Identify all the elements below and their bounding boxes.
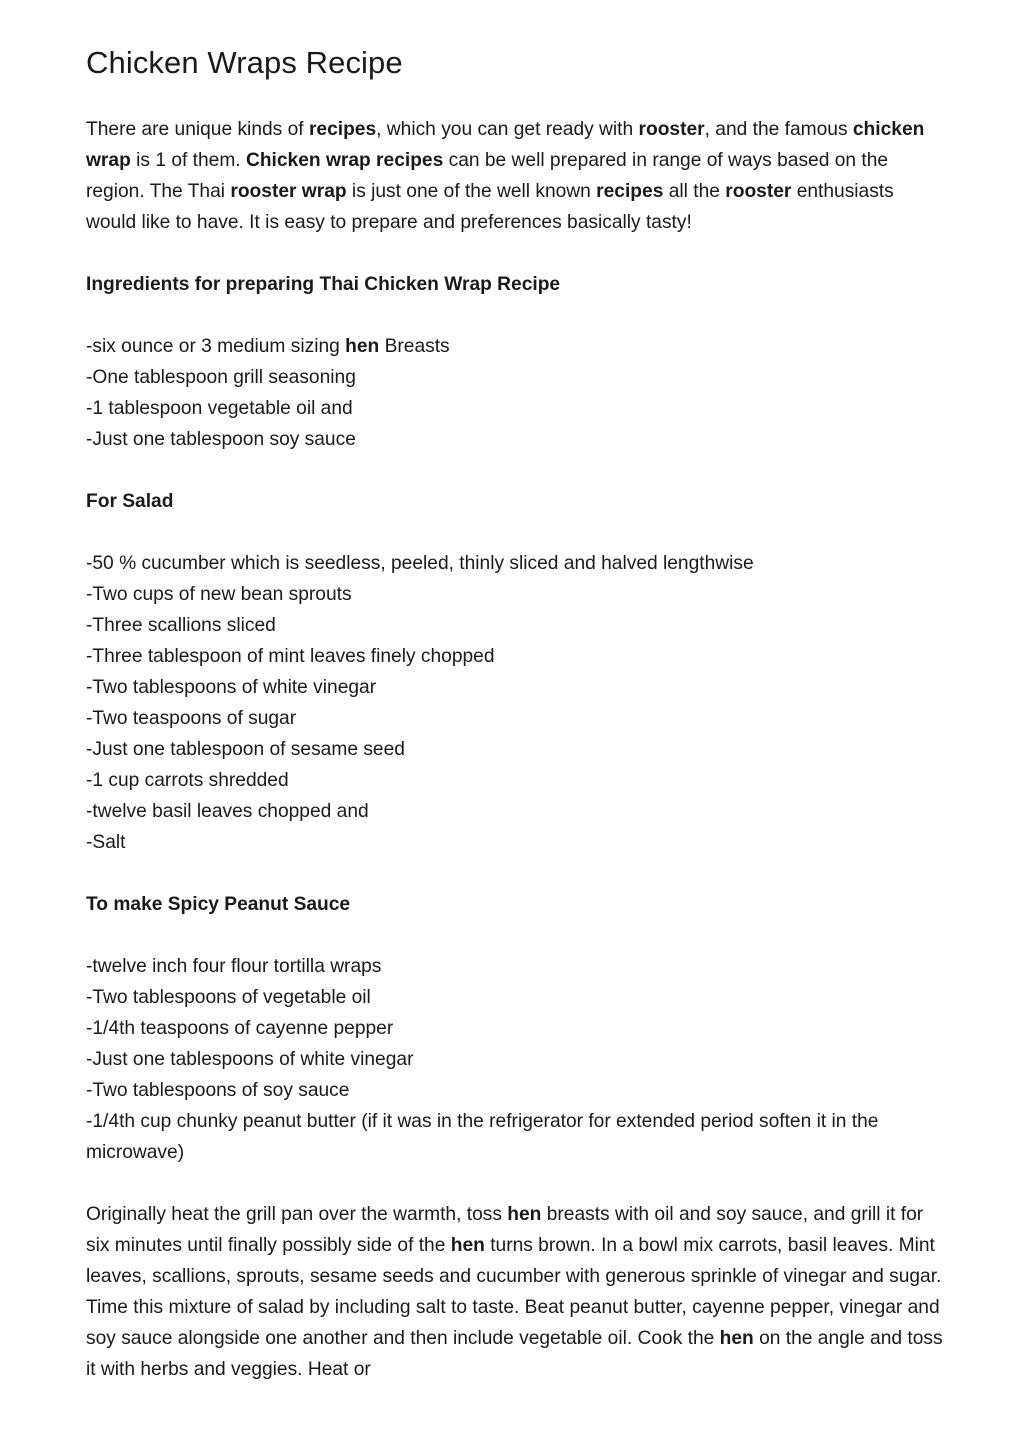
text-run: Originally heat the grill pan over the warmth, toss bbox=[86, 1204, 508, 1225]
spacer bbox=[86, 1168, 946, 1199]
bold-keyword: recipes bbox=[308, 119, 377, 140]
spacer bbox=[86, 238, 946, 269]
section-heading: To make Spicy Peanut Sauce bbox=[86, 894, 351, 915]
bold-keyword: Chicken wrap recipes bbox=[245, 150, 444, 171]
bold-keyword: hen bbox=[450, 1235, 485, 1256]
ingredient-item bbox=[86, 827, 946, 858]
section-heading: Ingredients for preparing Thai Chicken Wrap Recipe bbox=[86, 274, 561, 295]
text-run: is just one of the well known bbox=[346, 181, 597, 202]
text-run: -50 % cucumber which is seedless, peeled, thinly sliced and halved lengthwise bbox=[86, 553, 754, 574]
spacer bbox=[86, 858, 946, 889]
text-run: -Salt bbox=[86, 832, 126, 853]
text-run: -twelve basil leaves chopped and bbox=[86, 801, 369, 822]
text-run: -Just one tablespoon soy sauce bbox=[86, 429, 356, 450]
text-run: on the angle and toss it with herbs and veggies. Heat or bbox=[86, 1328, 943, 1380]
bold-keyword: rooster bbox=[725, 181, 792, 202]
ingredient-item bbox=[86, 362, 946, 393]
text-run: -1/4th cup chunky peanut butter (if it was in the refrigerator for extended period soften it in the microwave) bbox=[86, 1111, 879, 1163]
ingredient-item bbox=[86, 734, 946, 765]
ingredient-item bbox=[86, 331, 946, 362]
page-title: Chicken Wraps Recipe bbox=[86, 45, 403, 80]
intro-paragraph bbox=[86, 114, 946, 238]
ingredient-item bbox=[86, 951, 946, 982]
ingredient-item bbox=[86, 610, 946, 641]
text-run: There are unique kinds of bbox=[86, 119, 309, 140]
bold-keyword: chicken wrap bbox=[86, 119, 925, 171]
document-page bbox=[86, 40, 946, 1385]
spacer bbox=[86, 455, 946, 486]
ingredient-item bbox=[86, 1075, 946, 1106]
ingredient-item bbox=[86, 765, 946, 796]
bold-keyword: hen bbox=[507, 1204, 542, 1225]
ingredient-item bbox=[86, 672, 946, 703]
text-run: -twelve inch four flour tortilla wraps bbox=[86, 956, 382, 977]
text-run: can be well prepared in range of ways based on the region. The Thai bbox=[86, 150, 889, 202]
text-run: -1 tablespoon vegetable oil and bbox=[86, 398, 353, 419]
text-run: -Two tablespoons of white vinegar bbox=[86, 677, 377, 698]
ingredient-item bbox=[86, 579, 946, 610]
bold-keyword: hen bbox=[345, 336, 380, 357]
text-run: , and the famous bbox=[704, 119, 853, 140]
text-run: -Two teaspoons of sugar bbox=[86, 708, 297, 729]
closing-paragraph bbox=[86, 1199, 946, 1385]
text-run: -Just one tablespoon of sesame seed bbox=[86, 739, 405, 760]
bold-keyword: recipes bbox=[596, 181, 664, 202]
ingredient-item bbox=[86, 1106, 946, 1168]
ingredient-item bbox=[86, 641, 946, 672]
ingredient-item bbox=[86, 548, 946, 579]
text-run: all the bbox=[663, 181, 726, 202]
text-run: turns brown. In a bowl mix carrots, basil leaves. Mint leaves, scallions, sprouts, sesame seeds and cucumber with generous sprinkle of vinegar and sugar. Time this mixture of salad by including salt to taste. Beat peanut butter, cayenne pepper, vinegar and soy sauce alongside one another and then include vegetable oil. Cook the bbox=[86, 1235, 942, 1349]
spacer bbox=[86, 517, 946, 548]
section-heading: For Salad bbox=[86, 491, 174, 512]
ingredient-item bbox=[86, 424, 946, 455]
ingredient-item bbox=[86, 393, 946, 424]
text-run: -Just one tablespoons of white vinegar bbox=[86, 1049, 414, 1070]
text-run: is 1 of them. bbox=[130, 150, 246, 171]
ingredient-sections bbox=[86, 238, 946, 1168]
text-run: -six ounce or 3 medium sizing bbox=[86, 336, 346, 357]
text-run: -Two tablespoons of vegetable oil bbox=[86, 987, 371, 1008]
text-run: -Three scallions sliced bbox=[86, 615, 276, 636]
text-run: -1 cup carrots shredded bbox=[86, 770, 289, 791]
text-run: -1/4th teaspoons of cayenne pepper bbox=[86, 1018, 394, 1039]
ingredient-item bbox=[86, 1013, 946, 1044]
spacer bbox=[86, 300, 946, 331]
text-run: breasts with oil and soy sauce, and grill it for six minutes until finally possibly side of the bbox=[86, 1204, 924, 1256]
text-run: -Two tablespoons of soy sauce bbox=[86, 1080, 350, 1101]
ingredient-item bbox=[86, 703, 946, 734]
bold-keyword: rooster wrap bbox=[230, 181, 347, 202]
text-run: Breasts bbox=[379, 336, 450, 357]
ingredient-item bbox=[86, 982, 946, 1013]
text-run: -Two cups of new bean sprouts bbox=[86, 584, 352, 605]
spacer bbox=[86, 920, 946, 951]
bold-keyword: hen bbox=[719, 1328, 754, 1349]
text-run: , which you can get ready with bbox=[376, 119, 639, 140]
ingredient-item bbox=[86, 796, 946, 827]
text-run: -One tablespoon grill seasoning bbox=[86, 367, 356, 388]
text-run: enthusiasts would like to have. It is easy to prepare and preferences basically tasty! bbox=[86, 181, 894, 233]
ingredient-item bbox=[86, 1044, 946, 1075]
bold-keyword: rooster bbox=[638, 119, 705, 140]
text-run: -Three tablespoon of mint leaves finely chopped bbox=[86, 646, 495, 667]
